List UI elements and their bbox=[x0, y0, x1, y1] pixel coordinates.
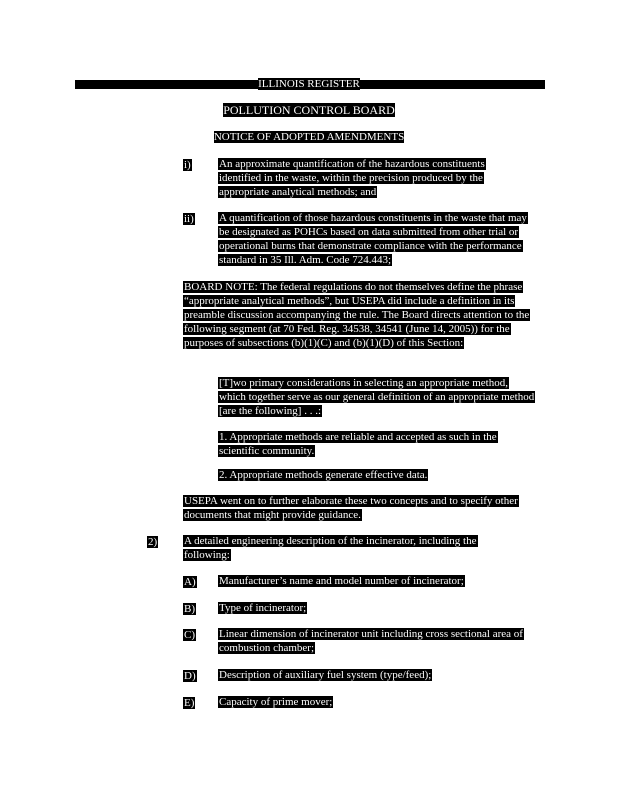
subitem-d-text: Description of auxiliary fuel system (type/feed); bbox=[219, 669, 432, 681]
quote-intro: [T]wo primary considerations in selecting an appropriate method, which together serve as our general definition of an appropriate method [are the following] . . .: bbox=[219, 377, 535, 417]
subitem-d-label: D) bbox=[184, 670, 196, 682]
item-ii-text: A quantification of those hazardous constituents in the waste that may be designated as POHCs based on data submitted from other trial or operational burns that demonstrate compliance with the performance standard in 35 Ill. Adm. Code 724.443; bbox=[219, 212, 527, 266]
subitem-b-text: Type of incinerator; bbox=[219, 602, 307, 614]
subitem-a-label: A) bbox=[184, 576, 196, 588]
quote-point-1: 1. Appropriate methods are reliable and accepted as such in the scientific community. bbox=[219, 431, 497, 457]
register-title: ILLINOIS REGISTER bbox=[258, 78, 360, 90]
board-note: BOARD NOTE: The federal regulations do not themselves define the phrase “appropriate analytical methods”, but USEPA did include a definition in its preamble discussion accompanying the rule. The Board directs attention to the following segment (at 70 Fed. Reg. 34538, 34541 (June 14, 2005)) for the purposes of subsections (b)(1)(C) and (b)(1)(D) of this Section: bbox=[184, 281, 530, 349]
section-2-label: 2) bbox=[148, 536, 158, 548]
item-ii-label: ii) bbox=[184, 213, 194, 225]
subitem-c-label: C) bbox=[184, 629, 195, 641]
quote-point-2: 2. Appropriate methods generate effective data. bbox=[219, 469, 428, 481]
subitem-e-text: Capacity of prime mover; bbox=[219, 696, 333, 708]
subitem-a-text: Manufacturer’s name and model number of incinerator; bbox=[219, 575, 464, 587]
subitem-c-text: Linear dimension of incinerator unit including cross sectional area of combustion chamber; bbox=[219, 628, 523, 654]
notice-title: NOTICE OF ADOPTED AMENDMENTS bbox=[213, 131, 405, 143]
item-i-label: i) bbox=[184, 159, 191, 171]
board-title: POLLUTION CONTROL BOARD bbox=[223, 103, 395, 117]
subitem-b-label: B) bbox=[184, 603, 195, 615]
usepa-note: USEPA went on to further elaborate these two concepts and to specify other documents that might provide guidance. bbox=[184, 495, 518, 521]
section-2-text: A detailed engineering description of the incinerator, including the following: bbox=[184, 535, 477, 561]
subitem-e-label: E) bbox=[184, 697, 195, 709]
item-i-text: An approximate quantification of the hazardous constituents identified in the waste, within the precision produced by the appropriate analytical methods; and bbox=[219, 158, 485, 198]
